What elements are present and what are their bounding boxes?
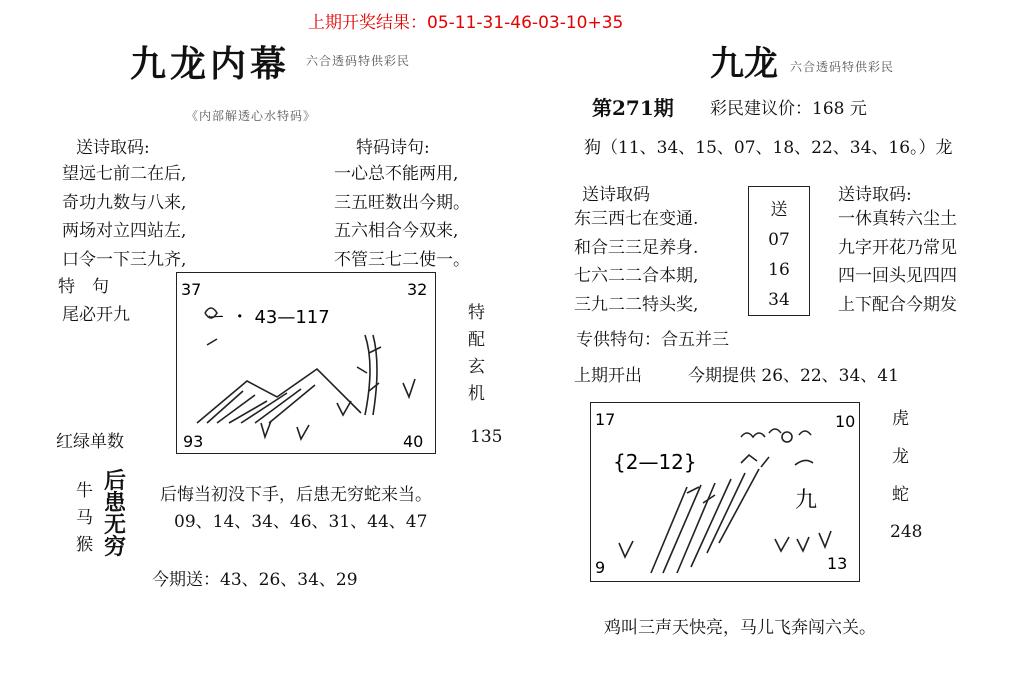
poem-line: 上下配合今期发 [838,294,957,315]
dog-dragon-line: 狗（11、34、15、07、18、22、34、16。）龙 [584,138,953,158]
poem-line: 望远七前二在后, [62,164,187,184]
poem-line: 一心总不能两用, [334,164,459,184]
right-poem-right-block [838,205,957,319]
sketch-formula: ー ・ 43—117 [207,307,330,328]
right-title: 九龙 [710,44,778,84]
animal-item: 猴 [76,535,93,555]
left-poem-block [62,160,186,274]
price-suggestion: 彩民建议价：168 元 [710,99,867,119]
right-sketch-box [590,402,860,582]
issue-number: 第271期 [592,96,674,120]
poem-line: 五六相合今双来, [334,221,459,241]
right-poem-heading-right: 送诗取码: [838,185,912,205]
sketch-corner-bl: 9 [595,558,606,577]
special-sentence: 专供特句：合五并三 [576,330,729,350]
sketch-corner-bl: 93 [183,432,204,451]
tepei-vertical [468,300,485,408]
internal-note: 《内部解透心水特码》 [186,109,317,123]
today-provide: 今期提供 26、22、34、41 [688,366,899,386]
right-poem-heading: 送诗取码 [582,185,650,205]
te-ju-text: 尾必开九 [62,305,130,325]
send-box-item: 16 [768,260,790,280]
poem-line: 七六二二合本期, [574,266,699,286]
sketch-corner-tr: 10 [835,412,856,431]
poem-line: 奇功九数与八来, [62,192,187,213]
hongluo-value: 135 [470,427,503,447]
left-sketch-drawing [177,273,435,453]
big-char: 无 [104,512,127,538]
send-box-item: 34 [768,290,790,310]
sketch-char: 九 [795,488,818,513]
poem-line: 和合三三足养身. [574,237,699,258]
big-chars-vertical [104,470,126,558]
tepei-char: 配 [468,330,485,350]
left-subtitle: 六合透码特供彩民 [306,54,411,68]
tepei-char: 机 [468,384,485,404]
sketch-formula: {2—12} [613,450,697,474]
sketch-corner-tl: 37 [181,280,202,299]
poem-line: 两场对立四站左, [62,221,187,241]
zodiac-char: 虎 [892,409,909,429]
right-poem-block [574,205,698,319]
big-char: 患 [104,490,127,516]
sketch-corner-br: 40 [403,432,424,451]
sketch-corner-br: 13 [827,554,848,573]
right-bottom-verse: 鸡叫三声天快亮，马儿飞奔闯六关。 [604,618,876,638]
tepei-char: 玄 [468,357,485,377]
left-verse: 后悔当初没下手，后患无穷蛇来当。 [160,485,432,505]
poem-line: 不管三七二使一。 [334,249,470,270]
zodiac-char: 蛇 [892,485,909,505]
left-title: 九龙内幕 [130,43,291,85]
poem-line: 九字开花乃常见 [838,237,957,258]
today-send: 今期送：43、26、34、29 [152,570,358,590]
poem-line: 三五旺数出今期。 [334,192,470,213]
last-draw-result-banner: 上期开奖结果：05-11-31-46-03-10+35 [308,13,624,33]
left-sketch-box [176,272,436,454]
sketch-corner-tr: 32 [407,280,428,299]
left-poem-heading: 送诗取码: [76,138,150,158]
right-side-number: 248 [890,522,923,542]
poem-line: 一休真转六尘土 [838,209,957,229]
big-char: 后 [104,468,127,494]
send-box-item: 送 [770,200,788,220]
animal-item: 牛 [76,481,93,501]
right-subtitle: 六合透码特供彩民 [790,60,895,74]
left-poem-right-block [334,160,470,274]
poem-line: 三九二二特头奖, [574,294,699,315]
send-number-box [748,186,810,316]
zodiac-char: 龙 [892,447,909,467]
hongluo-label: 红绿单数 [56,432,124,452]
animal-item: 马 [76,508,93,528]
last-out-label: 上期开出 [574,366,642,386]
big-char: 穷 [104,534,127,560]
animal-list [76,478,93,559]
sketch-corner-tl: 17 [595,410,616,429]
poem-line: 口令一下三九齐, [62,249,187,270]
tepei-char: 特 [468,303,485,323]
right-sketch-drawing [591,403,859,581]
te-ju-label: 特 句 [58,277,109,297]
send-box-item: 07 [768,230,790,250]
right-side-chars [892,400,909,514]
poem-line: 东三西七在变通. [574,209,699,229]
poem-line: 四一回头见四四 [838,266,957,286]
left-numbers: 09、14、34、46、31、44、47 [174,512,428,532]
left-poem-heading-right: 特码诗句: [356,138,430,158]
